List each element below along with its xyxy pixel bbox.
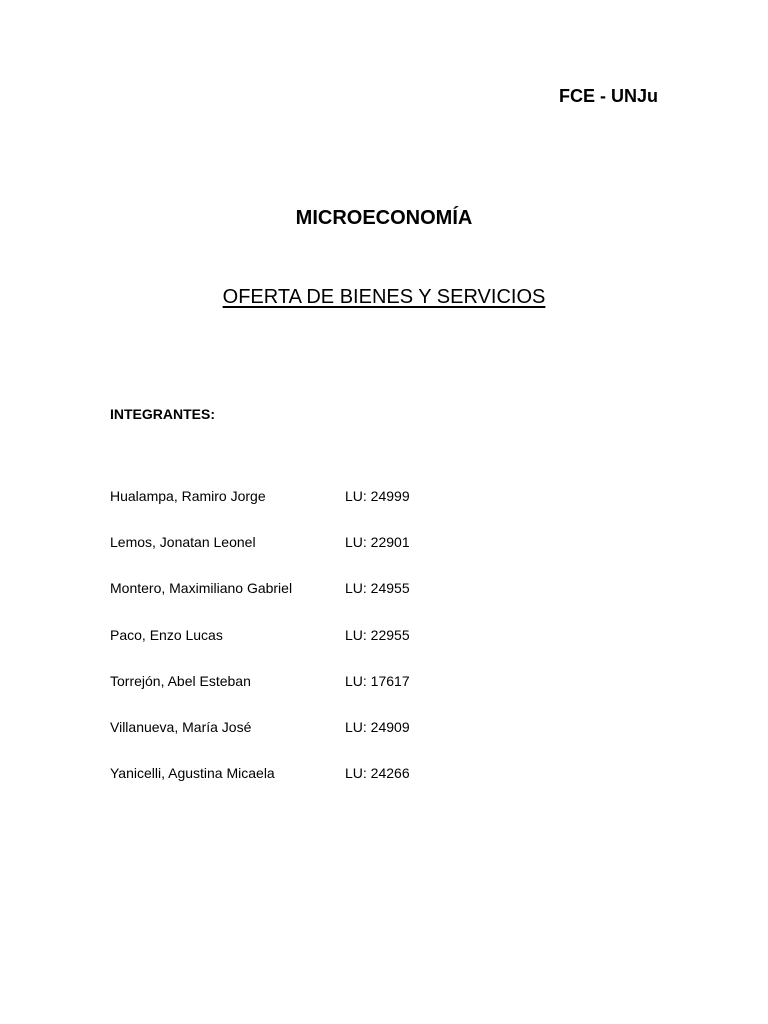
member-name: Hualampa, Ramiro Jorge — [110, 488, 266, 504]
member-row — [110, 765, 530, 811]
member-lu: LU: 24909 — [345, 718, 410, 735]
member-name: Yanicelli, Agustina Micaela — [110, 765, 275, 782]
member-lu: LU: 24955 — [345, 580, 410, 597]
member-name: Torrejón, Abel Esteban — [110, 672, 251, 689]
member-row — [110, 534, 530, 580]
member-name: Paco, Enzo Lucas — [110, 626, 223, 643]
member-name: Lemos, Jonatan Leonel — [110, 534, 256, 551]
member-row — [110, 627, 530, 673]
member-lu: LU: 22901 — [345, 534, 410, 551]
members-heading: INTEGRANTES: — [110, 406, 215, 422]
member-lu: LU: 17617 — [345, 672, 410, 689]
member-lu: LU: 24266 — [345, 765, 410, 782]
member-name: Villanueva, María José — [110, 718, 252, 735]
member-row — [110, 719, 530, 765]
member-row — [110, 488, 530, 534]
subject-title: MICROECONOMÍA — [295, 207, 473, 229]
member-lu: LU: 22955 — [345, 626, 410, 643]
institution-label: FCE - UNJu — [559, 86, 658, 106]
topic-title-wrapper — [0, 286, 768, 309]
members-list — [110, 488, 530, 811]
member-name: Montero, Maximiliano Gabriel — [110, 580, 293, 597]
member-lu: LU: 24999 — [345, 488, 410, 504]
member-row — [110, 580, 530, 626]
topic-title: OFERTA DE BIENES Y SERVICIOS — [222, 286, 546, 308]
member-row — [110, 673, 530, 719]
